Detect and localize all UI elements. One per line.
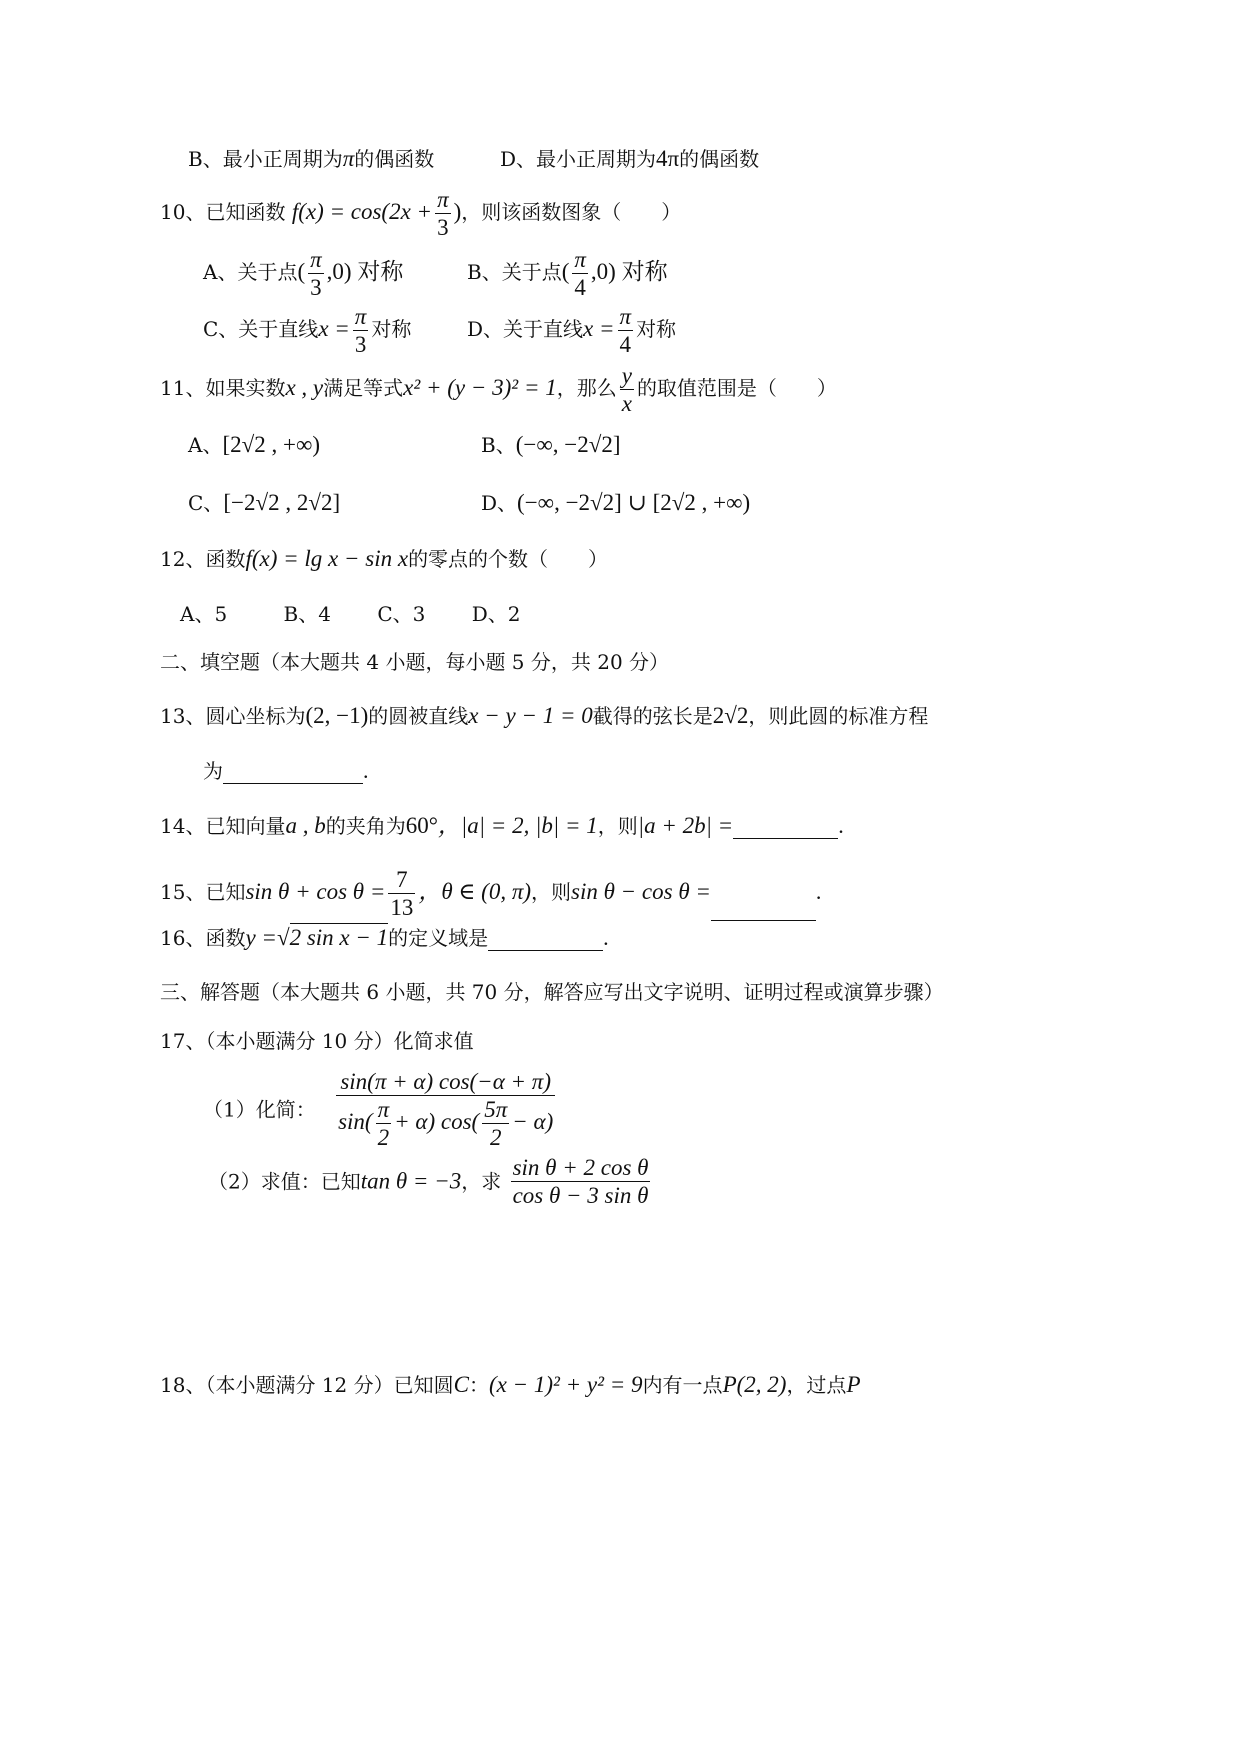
section2-heading: 二、填空题（本大题共 4 小题，每小题 5 分，共 20 分） <box>160 650 670 674</box>
q10-option-b: B、关于点( $\frac{\pi}{4}$ ,0) 对称 <box>467 247 668 300</box>
q17-part1-fraction: sin(π + α) cos(−α + π) sin( $\frac{\pi}{2}$ + α) cos( $\frac{5\pi}{2}$ − α) <box>338 1069 554 1150</box>
q18-stem: 18、（本小题满分 12 分）已知圆C：(x − 1)² + y² = 9内有一点P(2, 2)，过点P <box>160 1372 861 1397</box>
q15-answer-blank[interactable] <box>711 898 816 921</box>
q14-answer-blank[interactable] <box>733 816 838 839</box>
q13-line2: 为 . <box>203 758 369 783</box>
q17-stem: 17、（本小题满分 10 分）化简求值 <box>160 1029 474 1053</box>
section3-heading: 三、解答题（本大题共 6 小题，共 70 分，解答应写出文字说明、证明过程或演算步骤） <box>160 980 944 1004</box>
q12-stem: 12、函数f(x) = lg x − sin x的零点的个数（ ） <box>160 546 609 571</box>
q12-options <box>180 601 520 627</box>
q17-part2-fraction: $\frac{\text{sin θ + 2 cos θ}}{\text{cos θ − 3 sin θ}}$ <box>512 1155 649 1208</box>
q12-option: C、3 <box>377 602 426 626</box>
q17-part2: （2）求值：已知tan θ = −3，求 $\frac{\text{sin θ + 2 cos θ}}{\text{cos θ − 3 sin θ}}$ <box>208 1155 649 1208</box>
q11-option-b: B、(−∞, −2√2] <box>481 432 621 457</box>
q11-option-c: C、[−2√2 , 2√2] <box>188 490 341 515</box>
q9-option-d: D、最小正周期为4π的偶函数 <box>500 146 760 171</box>
q16-answer-blank[interactable] <box>488 928 603 951</box>
q11-stem: 11、如果实数x , y满足等式x² + (y − 3)² = 1，那么 $\frac{y}{x}$ 的取值范围是（ ） <box>160 363 837 416</box>
q11-option-a: A、[2√2 , +∞) <box>188 432 321 457</box>
q14-stem: 14、已知向量a , b的夹角为60°，|a| = 2, |b| = 1，则|a + 2b| = . <box>160 813 844 838</box>
q15-stem: 15、已知sin θ + cos θ = $\frac{7}{13}$ ，θ ∈ (0, π)，则sin θ − cos θ = . <box>160 867 822 920</box>
q12-option: B、4 <box>283 602 331 626</box>
q16-stem: 16、函数y =√2 sin x − 1的定义域是 . <box>160 925 609 950</box>
q10-option-d: D、关于直线x = $\frac{\pi}{4}$ 对称 <box>467 304 677 357</box>
q12-option: D、2 <box>471 602 521 626</box>
q11-option-d: D、(−∞, −2√2] ∪ [2√2 , +∞) <box>481 490 751 515</box>
q9-option-b: B、最小正周期为π的偶函数 <box>188 146 435 171</box>
q13-answer-blank[interactable] <box>223 761 363 784</box>
q10-fraction: $\frac{\pi}{3}$ <box>437 187 449 240</box>
q17-part1: （1）化简： sin(π + α) cos(−α + π) sin( $\frac{\pi}{2}$ + α) cos( $\frac{5\pi}{2}$ − α) <box>203 1069 554 1150</box>
q10-option-c: C、关于直线x = $\frac{\pi}{3}$ 对称 <box>203 304 412 357</box>
q12-option: A、5 <box>180 602 228 626</box>
q10-option-a: A、关于点( $\frac{\pi}{3}$ ,0) 对称 <box>203 247 404 300</box>
q10-stem: 10、已知函数 f(x) = cos(2x + $\frac{\pi}{3}$ )，则该函数图象（ ） <box>160 187 682 240</box>
q13-stem: 13、圆心坐标为(2, −1)的圆被直线x − y − 1 = 0截得的弦长是2√2，则此圆的标准方程 <box>160 703 929 728</box>
